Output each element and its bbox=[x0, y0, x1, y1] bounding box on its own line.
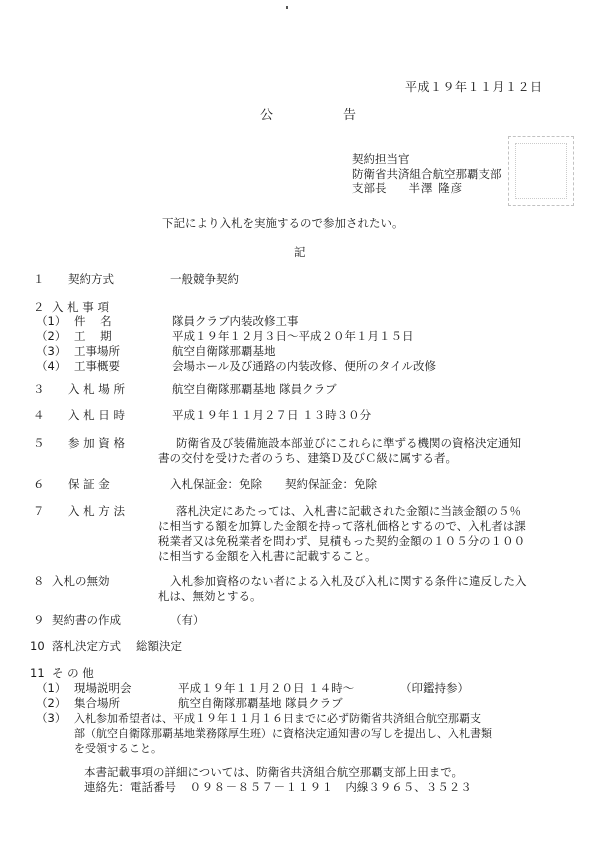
issuer-signature bbox=[352, 183, 463, 195]
section-2-number: ２ bbox=[33, 300, 45, 314]
section-2-item-2-number: （2） bbox=[36, 329, 67, 343]
section-2-item-3-number: （3） bbox=[36, 344, 67, 358]
footer-contact bbox=[84, 782, 472, 794]
section-2-item-2-value: 平成１９年１２月３日～平成２０年１月１５日 bbox=[172, 329, 414, 343]
section-11-item-1-label: 現場説明会 bbox=[74, 681, 132, 695]
section-11-item-3-number: （3） bbox=[36, 711, 67, 725]
section-7-number: ７ bbox=[33, 504, 45, 518]
section-11-item-1-number: （1） bbox=[36, 681, 67, 695]
section-2-item-1-value: 隊員クラブ内装改修工事 bbox=[172, 314, 299, 328]
section-11-label: そ の 他 bbox=[52, 666, 94, 680]
section-6-value: 入札保証金：免除 契約保証金：免除 bbox=[170, 477, 377, 491]
footer-details-line: 本書記載事項の詳細については、防衛省共済組合航空那覇支部上田まで。 bbox=[84, 765, 464, 779]
section-2-label: 入 札 事 項 bbox=[52, 300, 109, 314]
section-2-item-4-label: 工事概要 bbox=[74, 359, 120, 373]
section-11-item-2-number: （2） bbox=[36, 696, 67, 710]
section-7-label: 入 札 方 法 bbox=[68, 504, 125, 518]
section-5-line-2: 書の交付を受けた者のうち、建築Ｄ及びＣ級に属する者。 bbox=[158, 451, 457, 465]
section-8-label: 入札の無効 bbox=[52, 574, 110, 588]
section-11-number: 11 bbox=[30, 666, 45, 680]
section-9-number: ９ bbox=[33, 613, 45, 627]
section-5-line-1: 防衛省及び装備施設本部並びにこれらに準ずる機関の資格決定通知 bbox=[176, 436, 521, 450]
section-7-line-4: に相当する金額を入札書に記載すること。 bbox=[158, 549, 377, 563]
issuer-title: 支部長 bbox=[352, 181, 387, 195]
issuer-role: 契約担当官 bbox=[352, 152, 410, 166]
section-10-value: 総額決定 bbox=[136, 639, 182, 653]
official-seal-stamp bbox=[508, 136, 574, 206]
section-2-item-2-label: 工 期 bbox=[74, 329, 112, 343]
section-7-line-1: 落札決定にあたっては、入札書に記載された金額に当該金額の５％ bbox=[176, 504, 521, 518]
section-5-label: 参 加 資 格 bbox=[68, 436, 125, 450]
issuer-name: 半澤 隆彦 bbox=[408, 181, 464, 195]
notice-title: 公告 bbox=[260, 108, 427, 123]
section-1-number: １ bbox=[33, 272, 45, 286]
section-11-item-1-value: 平成１９年１１月２０日 １４時～ bbox=[178, 681, 355, 695]
notice-date: 平成１９年１１月１２日 bbox=[405, 80, 543, 94]
ki-heading: 記 bbox=[294, 245, 306, 259]
section-7-line-3: 税業者又は免税業者を問わず、見積もった契約金額の１０５分の１００ bbox=[158, 534, 526, 548]
section-7-line-2: に相当する額を加算した金額を持って落札価格とするので、入札者は課 bbox=[158, 519, 526, 533]
section-2-item-3-value: 航空自衛隊那覇基地 bbox=[172, 344, 276, 358]
section-1-label: 契約方式 bbox=[68, 272, 114, 286]
footer-extension: 内線３９６５、３５２３ bbox=[345, 780, 472, 794]
section-4-number: ４ bbox=[33, 408, 45, 422]
section-10-label: 落札決定方式 bbox=[52, 639, 121, 653]
section-10-number: 10 bbox=[30, 639, 45, 653]
footer-contact-label: 連絡先：電話番号 bbox=[84, 780, 176, 794]
section-4-label: 入 札 日 時 bbox=[68, 408, 125, 422]
scan-speck bbox=[286, 6, 288, 9]
section-2-item-4-value: 会場ホール及び通路の内装改修、便所のタイル改修 bbox=[172, 359, 437, 373]
section-11-item-3-line-1: 入札参加希望者は、平成１９年１１月１６日までに必ず防衛省共済組合航空那覇支 bbox=[74, 712, 481, 725]
footer-phone-number: ０９８－８５７－１１９１ bbox=[189, 780, 334, 794]
section-3-number: ３ bbox=[33, 382, 45, 396]
section-11-item-2-label: 集合場所 bbox=[74, 696, 120, 710]
section-3-label: 入 札 場 所 bbox=[68, 382, 125, 396]
section-1-value: 一般競争契約 bbox=[170, 272, 239, 286]
section-11-item-3-line-3: を受領すること。 bbox=[74, 742, 162, 755]
section-2-item-4-number: （4） bbox=[36, 359, 67, 373]
section-8-number: ８ bbox=[33, 574, 45, 588]
section-2-item-3-label: 工事場所 bbox=[74, 344, 120, 358]
section-8-line-2: 札は、無効とする。 bbox=[158, 589, 262, 603]
section-6-label: 保 証 金 bbox=[68, 477, 110, 491]
issuer-organization: 防衛省共済組合航空那覇支部 bbox=[352, 167, 502, 181]
section-9-label: 契約書の作成 bbox=[52, 613, 121, 627]
section-6-number: ６ bbox=[33, 477, 45, 491]
section-3-value: 航空自衛隊那覇基地 隊員クラブ bbox=[172, 382, 337, 396]
section-4-value: 平成１９年１１月２７日 １３時３０分 bbox=[172, 408, 372, 422]
section-5-number: ５ bbox=[33, 436, 45, 450]
intro-text: 下記により入札を実施するので参加されたい。 bbox=[162, 216, 404, 230]
section-9-value: （有） bbox=[170, 613, 205, 627]
section-11-item-1-note: （印鑑持参） bbox=[400, 681, 469, 695]
section-2-item-1-number: （1） bbox=[36, 314, 67, 328]
section-8-line-1: 入札参加資格のない者による入札及び入札に関する条件に違反した入 bbox=[170, 574, 527, 588]
section-11-item-2-value: 航空自衛隊那覇基地 隊員クラブ bbox=[178, 696, 343, 710]
section-11-item-3-line-2: 部（航空自衛隊那覇基地業務隊厚生班）に資格決定通知書の写しを提出し、入札書類 bbox=[74, 727, 492, 740]
section-2-item-1-label: 件 名 bbox=[74, 314, 112, 328]
